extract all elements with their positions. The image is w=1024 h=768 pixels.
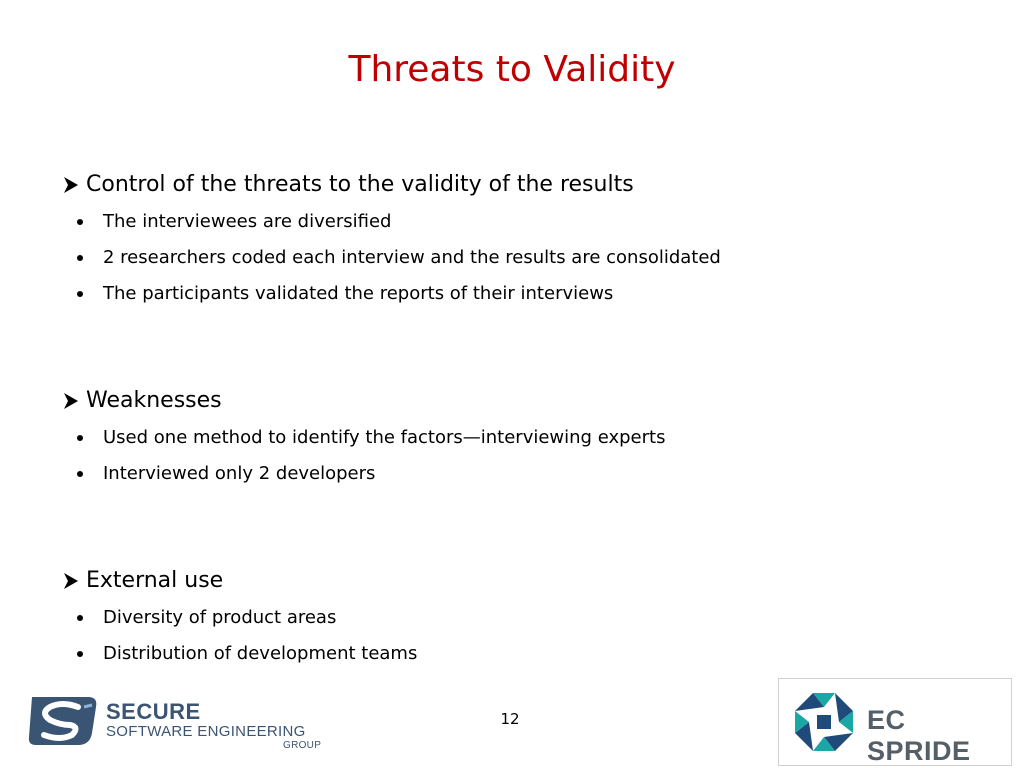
sse-logo-line2: SOFTWARE ENGINEERING (106, 723, 306, 740)
ec-spride-logo (778, 678, 1012, 766)
ec-spride-logo-text: EC SPRIDE (867, 705, 971, 766)
section-control-threats (60, 170, 960, 312)
list-item: 2 researchers coded each interview and the results are consolidated (60, 240, 960, 276)
arrow-bullet-icon (60, 174, 82, 196)
bullet-dot-icon (77, 219, 83, 225)
sse-logo-line1: SECURE (106, 699, 201, 724)
bullet-list (60, 420, 960, 492)
section-external-use (60, 566, 960, 672)
section-heading (60, 386, 960, 416)
sse-logo-line3: GROUP (283, 740, 322, 751)
ec-spride-mark-icon (795, 693, 853, 751)
section-heading (60, 170, 960, 200)
sse-group-logo (26, 693, 346, 755)
bullet-dot-icon (77, 291, 83, 297)
section-heading (60, 566, 960, 596)
section-heading-text: Control of the threats to the validity of the results (86, 172, 634, 197)
bullet-list (60, 600, 960, 672)
bullet-list (60, 204, 960, 312)
list-item: Distribution of development teams (60, 636, 960, 672)
bullet-dot-icon (77, 651, 83, 657)
bullet-dot-icon (77, 435, 83, 441)
list-item: The interviewees are diversified (60, 204, 960, 240)
list-item: Used one method to identify the factors—interviewing experts (60, 420, 960, 456)
arrow-bullet-icon (60, 390, 82, 412)
section-heading-text: External use (86, 568, 224, 593)
bullet-dot-icon (77, 255, 83, 261)
slide-title: Threats to Validity (348, 49, 676, 90)
section-heading-text: Weaknesses (86, 388, 222, 413)
arrow-bullet-icon (60, 570, 82, 592)
page-number: 12 (500, 710, 520, 728)
list-item: Diversity of product areas (60, 600, 960, 636)
sse-shield-logo-icon (26, 693, 100, 749)
list-item: The participants validated the reports of their interviews (60, 276, 960, 312)
list-item: Interviewed only 2 developers (60, 456, 960, 492)
section-weaknesses (60, 386, 960, 492)
bullet-dot-icon (77, 471, 83, 477)
bullet-dot-icon (77, 615, 83, 621)
